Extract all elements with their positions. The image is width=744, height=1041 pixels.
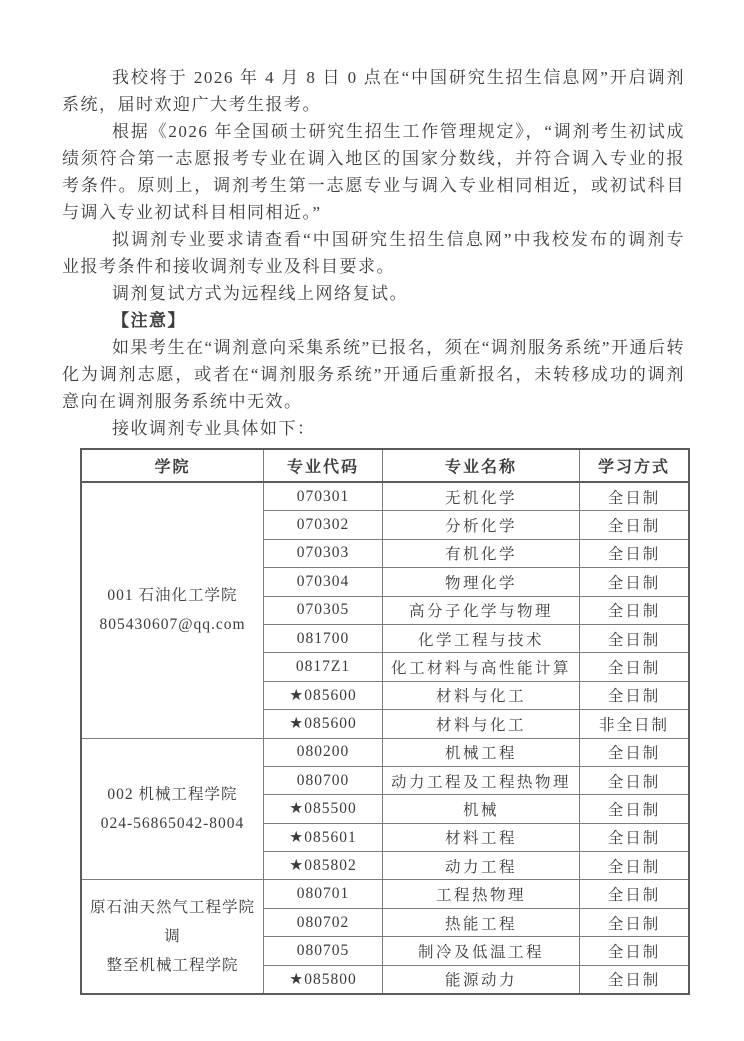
college-line: 805430607@qq.com [99, 616, 246, 634]
document-body-text [62, 64, 685, 442]
major-name-cell: 高分子化学与物理 [383, 596, 580, 624]
study-mode-cell: 全日制 [580, 852, 690, 880]
column-header: 学院 [81, 449, 264, 482]
paragraph-system-open: 我校将于 2026 年 4 月 8 日 0 点在“中国研究生招生信息网”开启调剂系统，届时欢迎广大考生报考。 [62, 68, 685, 114]
paragraph-regulations: 根据《2026 年全国硕士研究生招生工作管理规定》，“调剂考生初试成绩须符合第一志愿报考专业在调入地区的国家分数线，并符合调入专业的报考条件。原则上，调剂考生第一志愿专业与调入专业相同相近，或初试科目与调入专业初试科目相同相近。” [62, 122, 685, 222]
major-code-cell: 080701 [264, 880, 383, 908]
paragraph-interview-mode: 调剂复试方式为远程线上网络复试。 [112, 284, 408, 303]
study-mode-cell: 全日制 [580, 880, 690, 908]
study-mode-cell: 全日制 [580, 965, 690, 994]
study-mode-cell: 全日制 [580, 511, 690, 539]
paragraph-table-intro: 接收调剂专业具体如下： [112, 419, 316, 438]
major-code-cell: ★085600 [264, 710, 383, 738]
major-code-cell: 070303 [264, 539, 383, 567]
major-code-cell: 080700 [264, 766, 383, 794]
college-line: 原石油天然气工程学院调 [89, 899, 255, 946]
college-cell [81, 482, 264, 738]
major-name-cell: 机械工程 [383, 738, 580, 766]
college-line: 002 机械工程学院 [107, 785, 238, 803]
major-name-cell: 有机化学 [383, 539, 580, 567]
major-code-cell: ★085600 [264, 681, 383, 709]
major-code-cell: ★085500 [264, 795, 383, 823]
table-row [81, 880, 689, 908]
major-code-cell: 080705 [264, 937, 383, 965]
study-mode-cell: 全日制 [580, 568, 690, 596]
majors-table-header [81, 449, 689, 482]
major-name-cell: 材料与化工 [383, 710, 580, 738]
table-row [81, 482, 689, 511]
major-code-cell: 080702 [264, 908, 383, 936]
major-code-cell: 081700 [264, 624, 383, 652]
college-cell [81, 738, 264, 880]
major-code-cell: 0817Z1 [264, 653, 383, 681]
major-code-cell: ★085800 [264, 965, 383, 994]
study-mode-cell: 全日制 [580, 937, 690, 965]
college-line: 024-56865042-8004 [100, 814, 245, 832]
study-mode-cell: 全日制 [580, 539, 690, 567]
major-name-cell: 工程热物理 [383, 880, 580, 908]
major-name-cell: 制冷及低温工程 [383, 937, 580, 965]
table-row [81, 738, 689, 766]
study-mode-cell: 全日制 [580, 482, 690, 511]
study-mode-cell: 全日制 [580, 596, 690, 624]
major-code-cell: ★085802 [264, 852, 383, 880]
major-code-cell: 070305 [264, 596, 383, 624]
major-name-cell: 动力工程 [383, 852, 580, 880]
study-mode-cell: 全日制 [580, 653, 690, 681]
study-mode-cell: 全日制 [580, 624, 690, 652]
major-code-cell: 070301 [264, 482, 383, 511]
major-code-cell: 070302 [264, 511, 383, 539]
notice-heading: 【注意】 [112, 311, 186, 330]
column-header: 专业代码 [264, 449, 383, 482]
study-mode-cell: 全日制 [580, 766, 690, 794]
study-mode-cell: 全日制 [580, 823, 690, 851]
table-header-row [81, 449, 689, 482]
study-mode-cell: 非全日制 [580, 710, 690, 738]
paragraph-requirements: 拟调剂专业要求请查看“中国研究生招生信息网”中我校发布的调剂专业报考条件和接收调剂专业及科目要求。 [62, 230, 685, 276]
major-name-cell: 动力工程及工程热物理 [383, 766, 580, 794]
study-mode-cell: 全日制 [580, 681, 690, 709]
major-name-cell: 热能工程 [383, 908, 580, 936]
college-cell [81, 880, 264, 994]
major-name-cell: 材料与化工 [383, 681, 580, 709]
column-header: 专业名称 [383, 449, 580, 482]
major-name-cell: 机械 [383, 795, 580, 823]
major-code-cell: 080200 [264, 738, 383, 766]
paragraph-notice: 如果考生在“调剂意向采集系统”已报名，须在“调剂服务系统”开通后转化为调剂志愿，或者在“调剂服务系统”开通后重新报名，未转移成功的调剂意向在调剂服务系统中无效。 [62, 338, 685, 411]
majors-table-body [81, 482, 689, 994]
college-line: 整至机械工程学院 [106, 957, 239, 975]
major-name-cell: 材料工程 [383, 823, 580, 851]
major-code-cell: ★085601 [264, 823, 383, 851]
major-name-cell: 物理化学 [383, 568, 580, 596]
majors-table [80, 448, 690, 995]
column-header: 学习方式 [580, 449, 690, 482]
major-name-cell: 化工材料与高性能计算 [383, 653, 580, 681]
major-name-cell: 分析化学 [383, 511, 580, 539]
study-mode-cell: 全日制 [580, 738, 690, 766]
college-line: 001 石油化工学院 [107, 587, 238, 605]
major-name-cell: 能源动力 [383, 965, 580, 994]
study-mode-cell: 全日制 [580, 795, 690, 823]
major-code-cell: 070304 [264, 568, 383, 596]
study-mode-cell: 全日制 [580, 908, 690, 936]
major-name-cell: 化学工程与技术 [383, 624, 580, 652]
major-name-cell: 无机化学 [383, 482, 580, 511]
